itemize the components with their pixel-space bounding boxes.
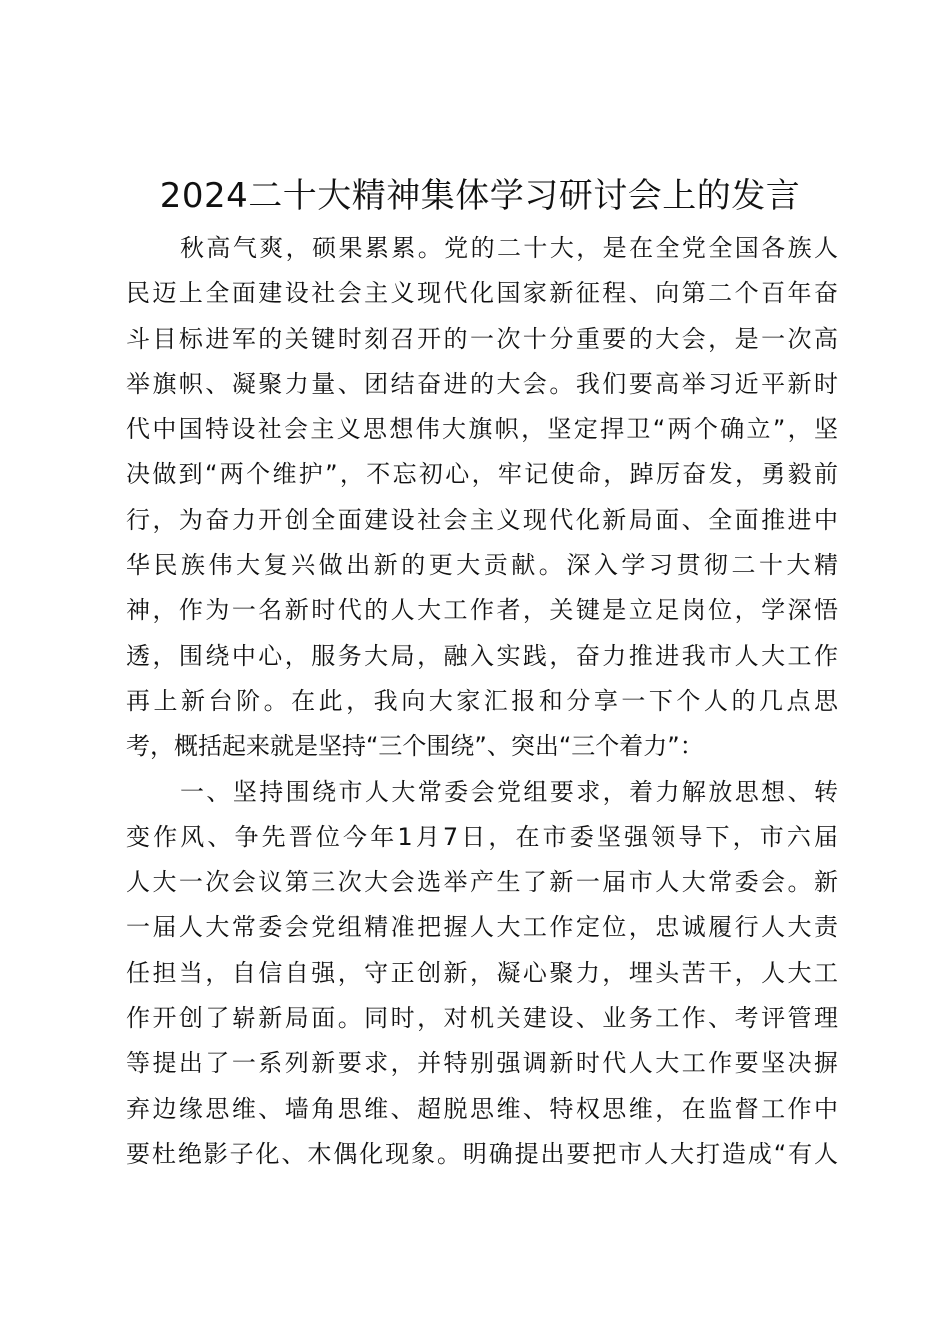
text-line: 变作风、争先晋位今年1月7日，在市委坚强领导下，市六届 [126,822,838,851]
text-line: 秋高气爽，硕果累累。党的二十大，是在全党全国各族人 [180,234,838,262]
text-line: 作开创了崭新局面。同时，对机关建设、业务工作、考评管理 [126,1004,838,1033]
text-line: 代中国特设社会主义思想伟大旗帜，坚定捍卫“两个确立”，坚 [126,415,838,444]
paragraph-section-one [126,770,838,1178]
text-line: 再上新台阶。在此，我向大家汇报和分享一下个人的几点思 [126,686,838,715]
text-line: 一届人大常委会党组精准把握人大工作定位，忠诚履行人大责 [126,913,838,942]
text-line: 人大一次会议第三次大会选举产生了新一届市人大常委会。新 [126,868,838,897]
text-line: 行，为奋力开创全面建设社会主义现代化新局面、全面推进中 [126,505,838,534]
text-line: 华民族伟大复兴做出新的更大贡献。深入学习贯彻二十大精 [126,551,838,580]
text-line: 决做到“两个维护”，不忘初心，牢记使命，踔厉奋发，勇毅前 [126,460,838,489]
paragraph-intro [126,226,838,770]
text-line: 斗目标进军的关键时刻召开的一次十分重要的大会，是一次高 [126,324,838,353]
text-line: 任担当，自信自强，守正创新，凝心聚力，埋头苦干，人大工 [126,958,838,987]
page-title: 2024二十大精神集体学习研讨会上的发言 [159,176,801,216]
text-line: 弃边缘思维、墙角思维、超脱思维、特权思维，在监督工作中 [126,1094,838,1123]
text-line: 考，概括起来就是坚持“三个围绕”、突出“三个着力”： [126,732,704,761]
text-line: 透，围绕中心，服务大局，融入实践，奋力推进我市人大工作 [126,641,838,670]
document-body [126,226,838,1177]
text-line: 等提出了一系列新要求，并特别强调新时代人大工作要坚决摒 [126,1049,838,1078]
text-line: 要杜绝影子化、木偶化现象。明确提出要把市人大打造成“有人 [126,1139,838,1168]
text-line: 举旗帜、凝聚力量、团结奋进的大会。我们要高举习近平新时 [126,369,838,398]
text-line: 神，作为一名新时代的人大工作者，关键是立足岗位，学深悟 [126,596,838,625]
text-line: 民迈上全面建设社会主义现代化国家新征程、向第二个百年奋 [126,279,838,308]
text-line: 一、坚持围绕市人大常委会党组要求，着力解放思想、转 [180,777,838,806]
